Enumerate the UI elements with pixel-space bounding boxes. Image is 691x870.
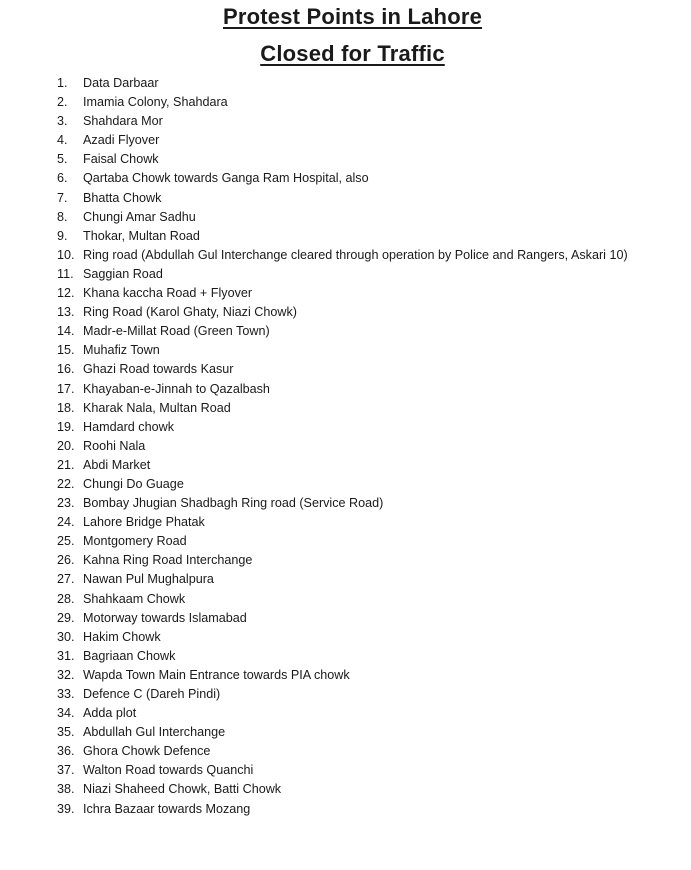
list-item-text: Data Darbaar (83, 76, 159, 90)
list-item (0, 590, 691, 609)
list-item-number: 29. (57, 610, 75, 625)
list-item-text: Khayaban-e-Jinnah to Qazalbash (83, 381, 270, 396)
list-item (0, 761, 691, 780)
protest-points-list (0, 74, 691, 819)
list-item (0, 800, 691, 819)
list-item-number: 8. (57, 209, 68, 224)
list-item-number: 23. (57, 496, 75, 511)
list-item-text: Imamia Colony, Shahdara (83, 95, 228, 110)
list-item-text: Hamdard chowk (83, 419, 174, 434)
list-item-text: Kahna Ring Road Interchange (83, 553, 253, 568)
list-item (0, 551, 691, 570)
list-item-number: 33. (57, 687, 75, 701)
list-item (0, 666, 691, 685)
list-item-text: Walton Road towards Quanchi (83, 763, 254, 778)
list-item-number: 37. (57, 763, 75, 778)
page-subtitle: Closed for Traffic (260, 41, 445, 66)
list-item-number: 17. (57, 381, 75, 396)
list-item-text: Shahdara Mor (83, 114, 163, 129)
list-item-number: 25. (57, 534, 75, 549)
list-item-text: Kharak Nala, Multan Road (83, 400, 231, 415)
list-item (0, 360, 691, 379)
list-item (0, 131, 691, 150)
list-item-text: Abdi Market (83, 457, 151, 472)
list-item-number: 16. (57, 362, 75, 377)
list-item-text: Thokar, Multan Road (83, 228, 200, 243)
list-item-text: Niazi Shaheed Chowk, Batti Chowk (83, 782, 282, 797)
list-item (0, 246, 691, 265)
list-item (0, 418, 691, 437)
list-item-number: 14. (57, 324, 75, 339)
page-title: Protest Points in Lahore (222, 4, 483, 29)
list-item (0, 208, 691, 227)
list-item-number: 4. (57, 133, 68, 148)
list-item (0, 284, 691, 303)
list-item-text: Chungi Do Guage (83, 476, 184, 491)
list-item-text: Faisal Chowk (83, 152, 159, 167)
list-item-text: Motorway towards Islamabad (83, 610, 247, 625)
list-item-number: 19. (57, 419, 75, 434)
list-item (0, 475, 691, 494)
list-item (0, 93, 691, 112)
list-item (0, 399, 691, 418)
list-item-text: Bagriaan Chowk (83, 648, 176, 663)
list-item-number: 34. (57, 706, 75, 721)
list-item-text: Azadi Flyover (83, 133, 160, 148)
list-item (0, 112, 691, 131)
list-item-number: 6. (57, 171, 68, 186)
list-item-number: 9. (57, 228, 68, 243)
list-item-text: Khana kaccha Road + Flyover (83, 286, 253, 301)
list-item-text: Adda plot (83, 706, 137, 721)
list-item-number: 31. (57, 648, 75, 663)
list-item-number: 13. (57, 305, 75, 320)
list-item-number: 2. (57, 95, 68, 110)
list-item-text: Madr-e-Millat Road (Green Town) (83, 324, 270, 339)
list-item-text: Wapda Town Main Entrance towards PIA chowk (83, 667, 350, 682)
list-item-number: 20. (57, 438, 75, 453)
list-item-text: Ring Road (Karol Ghaty, Niazi Chowk) (83, 305, 297, 320)
list-item-number: 26. (57, 553, 75, 568)
list-item-number: 27. (57, 572, 75, 587)
list-item-text: Saggian Road (83, 266, 163, 281)
list-item (0, 303, 691, 322)
list-item-number: 11. (57, 266, 74, 281)
list-item-number: 30. (57, 629, 75, 644)
list-item-text: Ghazi Road towards Kasur (83, 362, 234, 377)
list-item-text: Abdullah Gul Interchange (83, 725, 226, 740)
list-item-number: 38. (57, 782, 75, 797)
list-item-number: 5. (57, 152, 68, 167)
list-item (0, 150, 691, 169)
list-item (0, 742, 691, 761)
list-item-number: 35. (57, 725, 75, 740)
list-item-number: 18. (57, 400, 75, 415)
list-item-number: 32. (57, 667, 75, 682)
list-item (0, 456, 691, 475)
list-item-text: Chungi Amar Sadhu (83, 209, 196, 224)
list-item-number: 21. (57, 457, 75, 472)
list-item (0, 723, 691, 742)
list-item-text: Shahkaam Chowk (83, 591, 186, 606)
list-item (0, 341, 691, 360)
list-item-number: 10. (57, 247, 75, 262)
list-item-number: 15. (57, 343, 75, 358)
list-item-number: 7. (57, 190, 68, 205)
list-item-number: 36. (57, 744, 75, 759)
list-item-text: Roohi Nala (83, 438, 146, 453)
list-item (0, 74, 691, 93)
list-item-number: 22. (57, 476, 75, 491)
list-item (0, 494, 691, 513)
list-item-text: Ichra Bazaar towards Mozang (83, 801, 251, 816)
list-item-text: Ring road (Abdullah Gul Interchange cleared through operation by Police and Rangers, Askari 10) (83, 247, 628, 262)
list-item (0, 189, 691, 208)
list-item-number: 1. (57, 76, 68, 90)
list-item (0, 322, 691, 341)
list-item (0, 609, 691, 628)
list-item-text: Bhatta Chowk (83, 190, 162, 205)
list-item (0, 570, 691, 589)
list-item (0, 513, 691, 532)
list-item-text: Bombay Jhugian Shadbagh Ring road (Service Road) (83, 496, 384, 511)
list-item-text: Montgomery Road (83, 534, 187, 549)
list-item (0, 780, 691, 799)
list-item (0, 437, 691, 456)
list-item-number: 24. (57, 515, 75, 530)
list-item-text: Ghora Chowk Defence (83, 744, 211, 759)
list-item (0, 227, 691, 246)
list-item (0, 685, 691, 704)
list-item (0, 704, 691, 723)
list-item-text: Defence C (Dareh Pindi) (83, 687, 221, 701)
list-item (0, 169, 691, 188)
list-item-number: 28. (57, 591, 75, 606)
list-item-number: 12. (57, 286, 75, 301)
list-item (0, 380, 691, 399)
list-item-text: Nawan Pul Mughalpura (83, 572, 214, 587)
list-item-text: Hakim Chowk (83, 629, 161, 644)
list-item (0, 532, 691, 551)
list-item (0, 628, 691, 647)
list-item-text: Lahore Bridge Phatak (83, 515, 205, 530)
list-item (0, 647, 691, 666)
list-item-text: Qartaba Chowk towards Ganga Ram Hospital, also (83, 171, 369, 186)
list-item-number: 3. (57, 114, 68, 129)
list-item-text: Muhafiz Town (83, 343, 160, 358)
list-item-number: 39. (57, 801, 75, 816)
list-item (0, 265, 691, 284)
